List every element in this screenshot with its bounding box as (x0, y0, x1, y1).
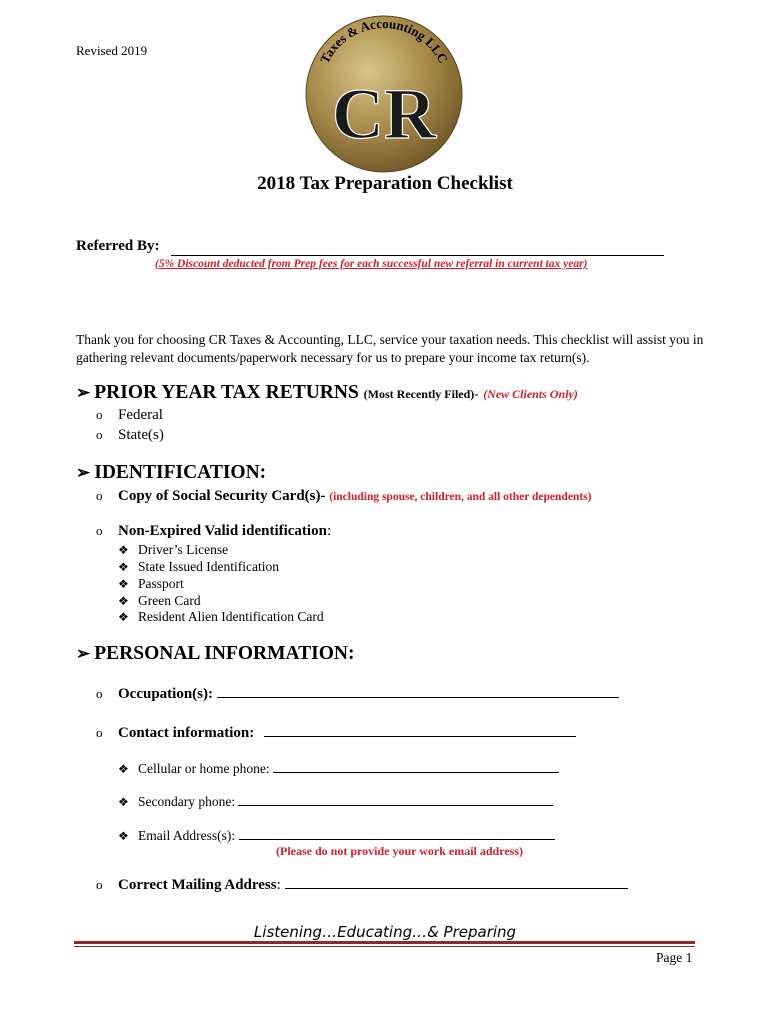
list-item (96, 427, 164, 444)
section-heading: PRIOR YEAR TAX RETURNS (94, 382, 359, 403)
page-title: 2018 Tax Preparation Checklist (257, 173, 513, 194)
footer-tagline: Listening…Educating…& Preparing (253, 923, 517, 941)
contact-field[interactable] (264, 735, 576, 737)
item-label: Federal (118, 407, 163, 423)
id-type-item: ❖ State Issued Identification (118, 559, 279, 574)
ssc-note: (including spouse, children, and all other dependents) (329, 491, 592, 503)
id-type-item: ❖ Green Card (118, 593, 201, 608)
secondary-phone-field[interactable] (238, 804, 553, 806)
circle-bullet-icon: o (96, 427, 103, 442)
list-item (96, 407, 163, 424)
page-number: Page 1 (656, 950, 693, 965)
diamond-bullet-icon: ❖ (118, 762, 129, 776)
diamond-bullet-icon: ❖ (118, 829, 129, 843)
section-note: (Most Recently Filed)- (363, 387, 479, 401)
arrow-bullet-icon: ➢ (76, 463, 91, 482)
circle-bullet-icon: o (96, 407, 103, 422)
circle-bullet-icon: o (96, 523, 103, 538)
item-label: Email Address(s): (138, 828, 236, 843)
intro-paragraph: Thank you for choosing CR Taxes & Accounting, LLC, service your taxation needs. This checklist will assist you in gathering relevant documents/paperwork necessary for us to prepare your income tax return(s). (76, 332, 704, 365)
circle-bullet-icon: o (96, 877, 103, 892)
diamond-bullet-icon: ❖ (118, 577, 129, 591)
section-heading: IDENTIFICATION: (94, 462, 267, 483)
section-identification (76, 462, 266, 484)
logo-initials: CR (332, 74, 436, 154)
diamond-bullet-icon: ❖ (118, 795, 129, 809)
item-label: Non-Expired Valid identification (118, 523, 327, 539)
section-heading: PERSONAL INFORMATION: (94, 643, 355, 664)
occupation-item (96, 686, 619, 703)
arrow-bullet-icon: ➢ (76, 644, 91, 663)
id-type-item: ❖ Resident Alien Identification Card (118, 609, 324, 624)
referral-discount-note: (5% Discount deducted from Prep fees for each successful new referral in current tax year) (155, 258, 588, 270)
circle-bullet-icon: o (96, 725, 103, 740)
circle-bullet-icon: o (96, 686, 103, 701)
item-label: Contact information: (118, 725, 255, 741)
section-personal-information (76, 643, 354, 665)
logo-arc-text: Taxes & Accounting LLC (316, 15, 452, 66)
secondary-phone-item (118, 794, 553, 810)
revised-date: Revised 2019 (76, 43, 148, 58)
id-type-item: ❖ Passport (118, 576, 184, 591)
company-logo (300, 6, 468, 174)
diamond-bullet-icon: ❖ (118, 594, 129, 608)
item-label: Copy of Social Security Card(s)- (118, 488, 326, 504)
item-suffix: : (276, 877, 281, 893)
item-label: Correct Mailing Address (118, 877, 277, 893)
arrow-bullet-icon: ➢ (76, 383, 91, 402)
item-suffix: : (326, 523, 332, 539)
footer-rule-thin (74, 946, 695, 947)
item-label: Occupation(s): (118, 686, 213, 702)
cellular-phone-field[interactable] (273, 771, 559, 773)
email-item (118, 828, 555, 844)
diamond-bullet-icon: ❖ (118, 543, 129, 557)
list-item (96, 488, 591, 505)
list-item (96, 523, 331, 540)
diamond-bullet-icon: ❖ (118, 560, 129, 574)
email-field[interactable] (239, 838, 555, 840)
item-label: Secondary phone: (138, 794, 236, 809)
referred-by-field[interactable] (171, 255, 664, 256)
email-note: (Please do not provide your work email address) (276, 844, 524, 858)
section-prior-year (76, 382, 578, 404)
item-label: Cellular or home phone: (138, 761, 270, 776)
occupation-field[interactable] (217, 696, 619, 698)
item-label: State(s) (118, 427, 164, 443)
cellular-item (118, 761, 559, 777)
diamond-bullet-icon: ❖ (118, 610, 129, 624)
id-type-item: ❖ Driver’s License (118, 542, 229, 557)
circle-bullet-icon: o (96, 488, 103, 503)
referred-by-label: Referred By: (76, 238, 160, 254)
contact-item (96, 725, 576, 742)
mailing-address-field[interactable] (285, 887, 628, 889)
mailing-address-item (96, 877, 628, 894)
footer-rule (74, 941, 695, 944)
section-note-red: (New Clients Only) (483, 387, 578, 401)
